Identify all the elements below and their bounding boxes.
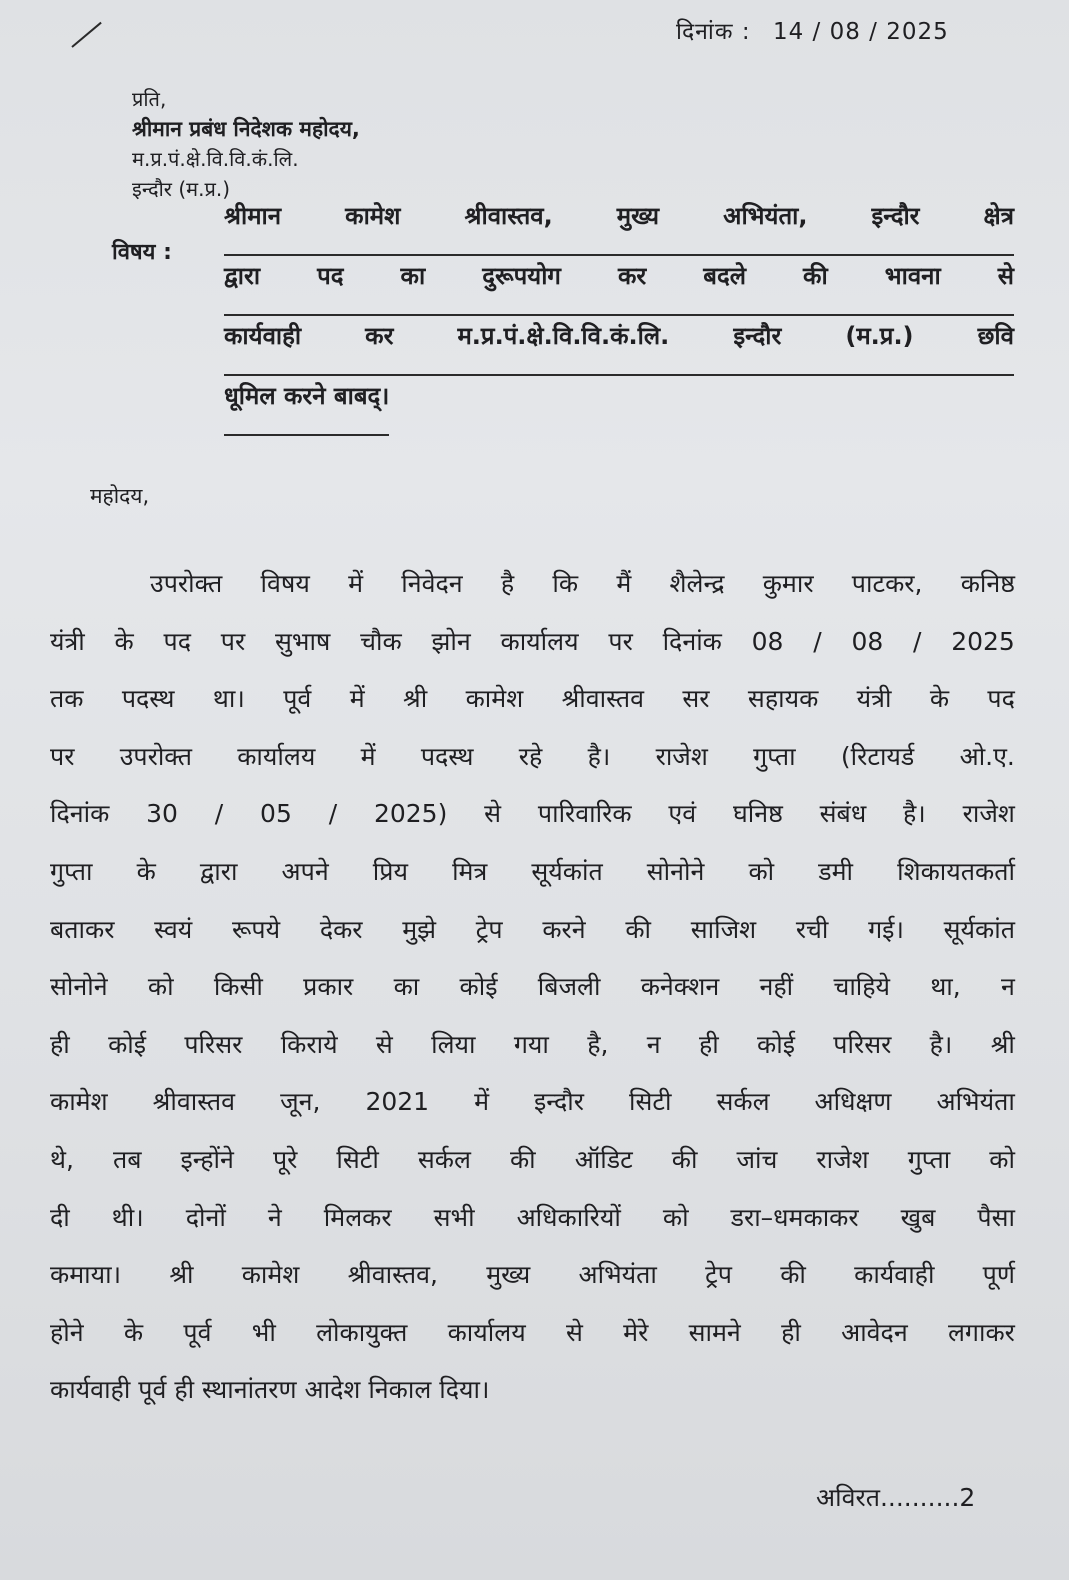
body-word: ही — [174, 1375, 203, 1405]
body-word: स्थानांतरण — [202, 1375, 305, 1405]
body-word: 2025 — [951, 626, 1015, 656]
subject-word: छवि — [977, 322, 1014, 350]
address-prefix: प्रति, — [132, 87, 167, 111]
body-word: निवेदन — [401, 569, 463, 598]
subject-word: मुख्य — [616, 202, 660, 230]
subject-line — [224, 376, 389, 436]
body-line — [50, 852, 1015, 910]
body-word: में — [349, 684, 365, 714]
body-word: पर — [608, 626, 633, 656]
date-label: दिनांक : — [676, 19, 751, 45]
body-line — [50, 679, 1015, 737]
body-line — [50, 1140, 1015, 1198]
body-word: कोई — [108, 1029, 147, 1059]
body-word: रूपये — [231, 914, 281, 944]
body-word: लगाकर — [947, 1317, 1015, 1347]
body-word: उपरोक्त — [119, 741, 192, 771]
body-word: पर — [220, 626, 246, 656]
body-word: से — [484, 799, 502, 829]
body-word: सिटी — [336, 1144, 379, 1174]
body-word: एवं — [668, 799, 697, 829]
body-word: श्रीवास्तव — [561, 684, 645, 714]
body-word: सूर्यकांत — [943, 914, 1015, 944]
body-word: राजेश — [962, 799, 1015, 829]
subject-word: पद — [317, 262, 344, 290]
body-word: श्री — [403, 684, 428, 714]
body-word: ने — [267, 1202, 282, 1232]
body-word: राजेश — [816, 1144, 869, 1174]
body-word: कामेश — [241, 1260, 300, 1290]
subject-word: क्षेत्र — [983, 202, 1014, 230]
address-recipient: श्रीमान प्रबंध निदेशक महोदय, — [132, 117, 360, 141]
body-word: से — [565, 1317, 583, 1347]
body-word: दोनों — [185, 1202, 226, 1232]
body-line — [50, 910, 1015, 968]
body-word: गया — [513, 1029, 549, 1059]
body-word: के — [929, 684, 950, 714]
body-word: कोई — [757, 1029, 795, 1059]
body-word: को — [147, 972, 174, 1002]
body-word: पाटकर, — [851, 569, 923, 598]
body-word: को — [662, 1202, 689, 1232]
body-word: द्वारा — [199, 856, 238, 886]
body-word: (रिटायर्ड — [840, 741, 915, 771]
body-word: को — [748, 856, 775, 886]
subject-line — [224, 256, 1014, 316]
body-word: कामेश — [50, 1087, 108, 1117]
body-word: परिसर — [184, 1029, 243, 1059]
body-word: नहीं — [759, 972, 794, 1002]
body-word: दिनांक — [50, 799, 110, 829]
body-word: विषय — [260, 569, 310, 598]
body-word: गुप्ता — [907, 1144, 951, 1174]
body-word: दिनांक — [662, 626, 722, 656]
body-word: ट्रेप — [475, 914, 503, 944]
body-word: चौक — [360, 626, 402, 656]
body-word: की — [780, 1260, 806, 1290]
body-word: करने — [542, 914, 586, 944]
body-word: मुख्य — [486, 1260, 531, 1290]
body-word: पूर्व — [283, 684, 312, 714]
body-line — [50, 737, 1015, 795]
body-word: में — [348, 569, 364, 598]
body-word: किराये — [280, 1029, 338, 1059]
subject-word: श्रीवास्तव, — [464, 202, 553, 230]
body-word: सोनोने — [50, 972, 108, 1002]
body-word: इन्होंने — [180, 1144, 234, 1174]
body-word: कि — [552, 569, 579, 598]
body-word: रहे — [518, 741, 543, 771]
body-word: 08 — [851, 626, 884, 656]
body-word: ही — [698, 1029, 719, 1059]
body-word: के — [136, 856, 156, 886]
body-word: रची — [795, 914, 829, 944]
body-word: खुब — [900, 1202, 936, 1232]
body-word: परिसर — [833, 1029, 892, 1059]
body-word: मुझे — [402, 914, 437, 944]
body-line — [50, 1255, 1015, 1313]
subject-word: (म.प्र.) — [845, 322, 914, 350]
body-word: पारिवारिक — [537, 799, 632, 829]
body-word: सहायक — [747, 684, 819, 714]
subject-word: दुरूपयोग — [482, 262, 561, 290]
body-word: की — [625, 914, 652, 944]
date-value: 14 / 08 / 2025 — [772, 19, 949, 45]
body-word: पर — [50, 741, 75, 771]
body-word: संबंध — [819, 799, 867, 829]
body-word: पूर्व — [138, 1375, 175, 1405]
body-word: सर्कल — [716, 1087, 770, 1117]
body-word: शैलेन्द्र — [669, 569, 725, 598]
body-line — [50, 1313, 1015, 1371]
body-word: उपरोक्त — [150, 569, 223, 598]
letter-body — [50, 564, 1015, 1428]
body-word: न — [646, 1029, 661, 1059]
body-word: के — [114, 626, 134, 656]
body-word: कार्यालय — [237, 741, 316, 771]
body-word: / — [813, 626, 822, 656]
subject-word: की — [803, 262, 828, 290]
body-word: मित्र — [452, 856, 488, 886]
body-word: अभियंता — [578, 1260, 657, 1290]
body-word: भी — [251, 1317, 276, 1347]
body-word: निकाल — [368, 1375, 440, 1405]
body-word: 2025) — [373, 799, 448, 829]
body-word: है, — [587, 1029, 609, 1059]
body-word: जांच — [736, 1144, 778, 1174]
subject-word: बाबद्। — [333, 382, 390, 410]
body-word: ही — [781, 1317, 801, 1347]
body-word: पद — [163, 626, 191, 656]
body-word: घनिष्ठ — [732, 799, 783, 829]
body-word: है — [500, 569, 515, 598]
pen-slash-mark — [71, 22, 101, 48]
body-word: पूर्व — [183, 1317, 212, 1347]
subject-word: इन्दौर — [871, 202, 920, 230]
body-word: के — [123, 1317, 144, 1347]
body-word: लोकायुक्त — [316, 1317, 408, 1347]
subject-word: इन्दौर — [733, 322, 782, 350]
body-word: कार्यालय — [447, 1317, 526, 1347]
subject-line — [224, 316, 1014, 376]
body-word: दी — [50, 1202, 70, 1232]
body-word: चाहिये — [833, 972, 891, 1002]
body-word: सोनोने — [646, 856, 705, 886]
body-word: कुमार — [762, 569, 814, 598]
body-word: ही — [50, 1029, 70, 1059]
body-word: 08 — [751, 626, 784, 656]
subject-word: बदले — [703, 262, 746, 290]
body-word: का — [393, 972, 420, 1002]
body-word: गई। — [868, 914, 904, 944]
body-line — [50, 1025, 1015, 1083]
address-organization: म.प्र.पं.क्षे.वि.वि.कं.लि. — [132, 147, 299, 171]
body-word: यंत्री — [50, 626, 85, 656]
subject-word: का — [400, 262, 426, 290]
body-line — [50, 967, 1015, 1025]
body-word: सुभाष — [274, 626, 331, 656]
body-word: अधिकारियों — [516, 1202, 621, 1232]
body-word: दिया। — [439, 1375, 490, 1405]
body-word: अधिक्षण — [814, 1087, 892, 1117]
body-word: मैं — [616, 569, 632, 598]
body-word: कार्यवाही — [854, 1260, 935, 1290]
body-word: श्रीवास्तव, — [347, 1260, 438, 1290]
body-word: पदस्थ — [121, 684, 175, 714]
body-word: में — [474, 1087, 490, 1117]
subject-word: द्वारा — [224, 262, 261, 290]
body-word: कार्यालय — [500, 626, 579, 656]
body-word: पूर्ण — [982, 1260, 1015, 1290]
body-word: श्री — [169, 1260, 194, 1290]
body-word: से — [375, 1029, 393, 1059]
body-word: होने — [50, 1317, 84, 1347]
body-word: में — [360, 741, 376, 771]
body-word: आवेदन — [841, 1317, 908, 1347]
subject-word: कार्यवाही — [224, 322, 302, 350]
body-line — [50, 1370, 1015, 1428]
subject-text — [224, 196, 1014, 436]
address-city: इन्दौर (म.प्र.) — [132, 177, 230, 201]
body-word: कामेश — [465, 684, 524, 714]
body-word: अभियंता — [936, 1087, 1015, 1117]
body-word: गुप्ता — [753, 741, 796, 771]
body-word: लिया — [431, 1029, 476, 1059]
subject-word: अभियंता, — [723, 202, 808, 230]
subject-word: श्रीमान — [224, 202, 282, 230]
body-word: कमाया। — [50, 1260, 122, 1290]
body-word: जून, — [280, 1087, 321, 1117]
body-word: डरा–धमकाकर — [730, 1202, 859, 1232]
salutation: महोदय, — [90, 484, 150, 508]
body-word: देकर — [319, 914, 363, 944]
body-word: पदस्थ — [420, 741, 474, 771]
body-word: सर्कल — [417, 1144, 471, 1174]
body-word: थे, — [50, 1144, 74, 1174]
body-word: है। — [929, 1029, 953, 1059]
body-word: शिकायतकर्ता — [897, 856, 1015, 886]
body-word: श्रीवास्तव — [152, 1087, 236, 1117]
body-word: था, — [930, 972, 961, 1002]
body-line — [50, 1082, 1015, 1140]
subject-label: विषय : — [112, 240, 172, 265]
body-word: पूरे — [272, 1144, 298, 1174]
body-word: डमी — [818, 856, 854, 886]
body-word: 05 — [260, 799, 292, 829]
body-word: श्री — [990, 1029, 1015, 1059]
body-word: बिजली — [537, 972, 601, 1002]
body-word: तक — [50, 684, 84, 714]
body-word: है। — [587, 741, 611, 771]
body-word: सूर्यकांत — [531, 856, 603, 886]
body-word: को — [989, 1144, 1015, 1174]
continued-marker: अविरत..........2 — [816, 1483, 976, 1512]
body-word: कोई — [459, 972, 498, 1002]
subject-word: करने — [283, 382, 334, 410]
subject-word: कर — [365, 322, 394, 350]
body-word: कनेक्शन — [640, 972, 720, 1002]
body-line — [50, 564, 1015, 622]
body-word: मेरे — [623, 1317, 649, 1347]
body-word: ओ.ए. — [959, 741, 1015, 771]
body-word: था। — [212, 684, 245, 714]
body-word: / — [913, 626, 922, 656]
body-word: है। — [903, 799, 926, 829]
body-word: थी। — [111, 1202, 144, 1232]
body-word: राजेश — [655, 741, 708, 771]
subject-word: से — [997, 262, 1014, 290]
subject-word: कामेश — [345, 202, 401, 230]
body-word: अपने — [281, 856, 329, 886]
body-word: यंत्री — [856, 684, 892, 714]
body-word: स्वयं — [154, 914, 193, 944]
body-word: प्रकार — [303, 972, 354, 1002]
subject-word: भावना — [884, 262, 941, 290]
body-line — [50, 622, 1015, 680]
date-line — [676, 14, 949, 46]
body-word: ऑडिट — [574, 1144, 633, 1174]
recipient-address — [132, 84, 360, 204]
body-word: सिटी — [629, 1087, 672, 1117]
body-word: पैसा — [977, 1202, 1015, 1232]
body-word: गुप्ता — [50, 856, 93, 886]
body-word: 30 — [146, 799, 178, 829]
body-word: सर — [682, 684, 710, 714]
body-word: की — [671, 1144, 698, 1174]
body-word: प्रिय — [372, 856, 408, 886]
body-word: 2021 — [365, 1087, 430, 1117]
body-word: कार्यवाही — [50, 1375, 139, 1405]
subject-word: म.प्र.पं.क्षे.वि.वि.कं.लि. — [457, 322, 670, 350]
body-line — [50, 1198, 1015, 1256]
body-word: की — [509, 1144, 536, 1174]
body-word: इन्दौर — [534, 1087, 585, 1117]
body-word: पद — [987, 684, 1015, 714]
body-word: कनिष्ठ — [960, 569, 1015, 598]
subject-word: कर — [617, 262, 647, 290]
body-word: सभी — [433, 1202, 475, 1232]
subject-line — [224, 196, 1014, 256]
body-word: / — [328, 799, 338, 829]
body-word: मिलकर — [323, 1202, 392, 1232]
body-word: तब — [112, 1144, 142, 1174]
body-word: सामने — [688, 1317, 741, 1347]
body-word: आदेश — [304, 1375, 369, 1405]
body-word: ट्रेप — [705, 1260, 732, 1290]
body-word: / — [214, 799, 224, 829]
body-line — [50, 794, 1015, 852]
body-word: न — [1000, 972, 1015, 1002]
body-word: किसी — [213, 972, 263, 1002]
body-word: झोन — [431, 626, 471, 656]
body-word: बताकर — [50, 914, 115, 944]
subject-word: धूमिल — [224, 382, 284, 410]
body-word: साजिश — [690, 914, 757, 944]
